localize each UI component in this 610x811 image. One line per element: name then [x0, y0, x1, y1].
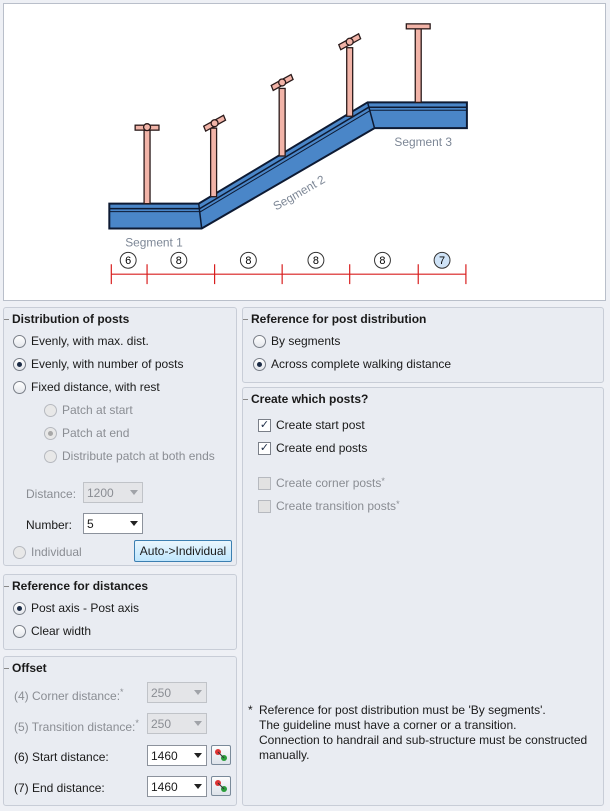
corner-distance-combo[interactable]: 250 — [147, 682, 207, 703]
radio-patch-both-ends[interactable]: Distribute patch at both ends — [44, 449, 215, 463]
stringer-shape — [109, 102, 467, 228]
footnote-line-1: Reference for post distribution must be 'By segments'. — [259, 703, 546, 717]
railing-diagram — [3, 3, 606, 301]
create-posts-title: Create which posts? — [251, 392, 369, 406]
dimension-marker-6 — [434, 252, 450, 268]
radio-post-axis[interactable]: Post axis - Post axis — [13, 601, 139, 615]
start-distance-combo[interactable]: 1460 — [147, 745, 207, 766]
end-distance-combo[interactable]: 1460 — [147, 776, 207, 797]
post-5 — [406, 24, 430, 102]
chevron-down-icon — [194, 721, 202, 726]
radio-individual[interactable]: Individual — [13, 545, 82, 559]
dimension-marker-5 — [375, 252, 391, 268]
post-2 — [204, 115, 226, 196]
reference-distances-title: Reference for distances — [12, 579, 149, 593]
start-distance-label: (6) Start distance: — [14, 750, 109, 764]
transition-distance-label: (5) Transition distance:* — [14, 718, 139, 734]
chevron-down-icon — [194, 784, 202, 789]
post-3 — [271, 75, 293, 156]
distance-combo[interactable]: 1200 — [83, 482, 143, 503]
svg-text:7: 7 — [439, 255, 446, 268]
chevron-down-icon — [130, 521, 138, 526]
checkbox-create-end-posts[interactable]: ✓ Create end posts — [259, 441, 368, 455]
radio-complete-walking-distance[interactable]: Across complete walking distance — [253, 357, 451, 371]
svg-text:8: 8 — [379, 255, 386, 268]
dimension-marker-1 — [120, 252, 136, 268]
transition-distance-combo[interactable]: 250 — [147, 713, 207, 734]
checkbox-create-transition-posts[interactable]: Create transition posts * — [258, 499, 400, 513]
chevron-down-icon — [194, 753, 202, 758]
pick-icon — [212, 777, 230, 795]
distance-label: Distance: — [26, 487, 77, 501]
auto-individual-button[interactable]: Auto->Individual — [134, 540, 232, 562]
distribution-title: Distribution of posts — [12, 312, 130, 326]
end-distance-label: (7) End distance: — [14, 781, 105, 795]
segment-1-label: Segment 1 — [125, 235, 183, 250]
footnote: * Reference for post distribution must be 'By segments'. The guideline must have a corner or a transition. Connection to handrail and sub-structure must be constructed manually. — [248, 703, 598, 763]
number-combo[interactable]: 5 — [83, 513, 143, 534]
radio-clear-width[interactable]: Clear width — [13, 624, 91, 638]
radio-by-segments[interactable]: By segments — [253, 334, 340, 348]
dimension-marker-3 — [240, 252, 256, 268]
chevron-down-icon — [130, 490, 138, 495]
svg-text:8: 8 — [175, 255, 182, 268]
radio-patch-end[interactable]: Patch at end — [44, 426, 129, 440]
svg-text:8: 8 — [245, 255, 252, 268]
pick-icon — [212, 746, 230, 764]
radio-fixed-distance[interactable]: Fixed distance, with rest — [13, 380, 160, 394]
svg-text:8: 8 — [312, 255, 319, 268]
number-label: Number: — [26, 518, 73, 532]
reference-post-title: Reference for post distribution — [251, 312, 427, 326]
post-1 — [135, 124, 159, 204]
dimension-marker-4 — [308, 252, 324, 268]
offset-title: Offset — [12, 661, 47, 675]
diagram-canvas — [4, 4, 605, 300]
checkbox-create-corner-posts[interactable]: Create corner posts * — [258, 476, 385, 490]
dimension-line — [111, 264, 466, 284]
footnote-line-3: Connection to handrail and sub-structure must be constructed manually. — [259, 733, 588, 762]
radio-evenly-max-dist[interactable]: Evenly, with max. dist. — [13, 334, 149, 348]
footnote-line-2: The guideline must have a corner or a transition. — [259, 718, 517, 732]
post-4 — [339, 34, 361, 116]
radio-patch-start[interactable]: Patch at start — [44, 403, 133, 417]
pick-start-distance-button[interactable] — [211, 745, 231, 765]
dimension-marker-2 — [171, 252, 187, 268]
segment-3-label: Segment 3 — [394, 135, 452, 150]
pick-end-distance-button[interactable] — [211, 776, 231, 796]
checkbox-create-start-post[interactable]: ✓ Create start post — [259, 418, 365, 432]
corner-distance-label: (4) Corner distance:* — [14, 687, 124, 703]
radio-evenly-number[interactable]: Evenly, with number of posts — [13, 357, 184, 371]
svg-text:6: 6 — [125, 255, 132, 268]
chevron-down-icon — [194, 690, 202, 695]
segment-2-label: Segment 2 — [270, 172, 328, 214]
